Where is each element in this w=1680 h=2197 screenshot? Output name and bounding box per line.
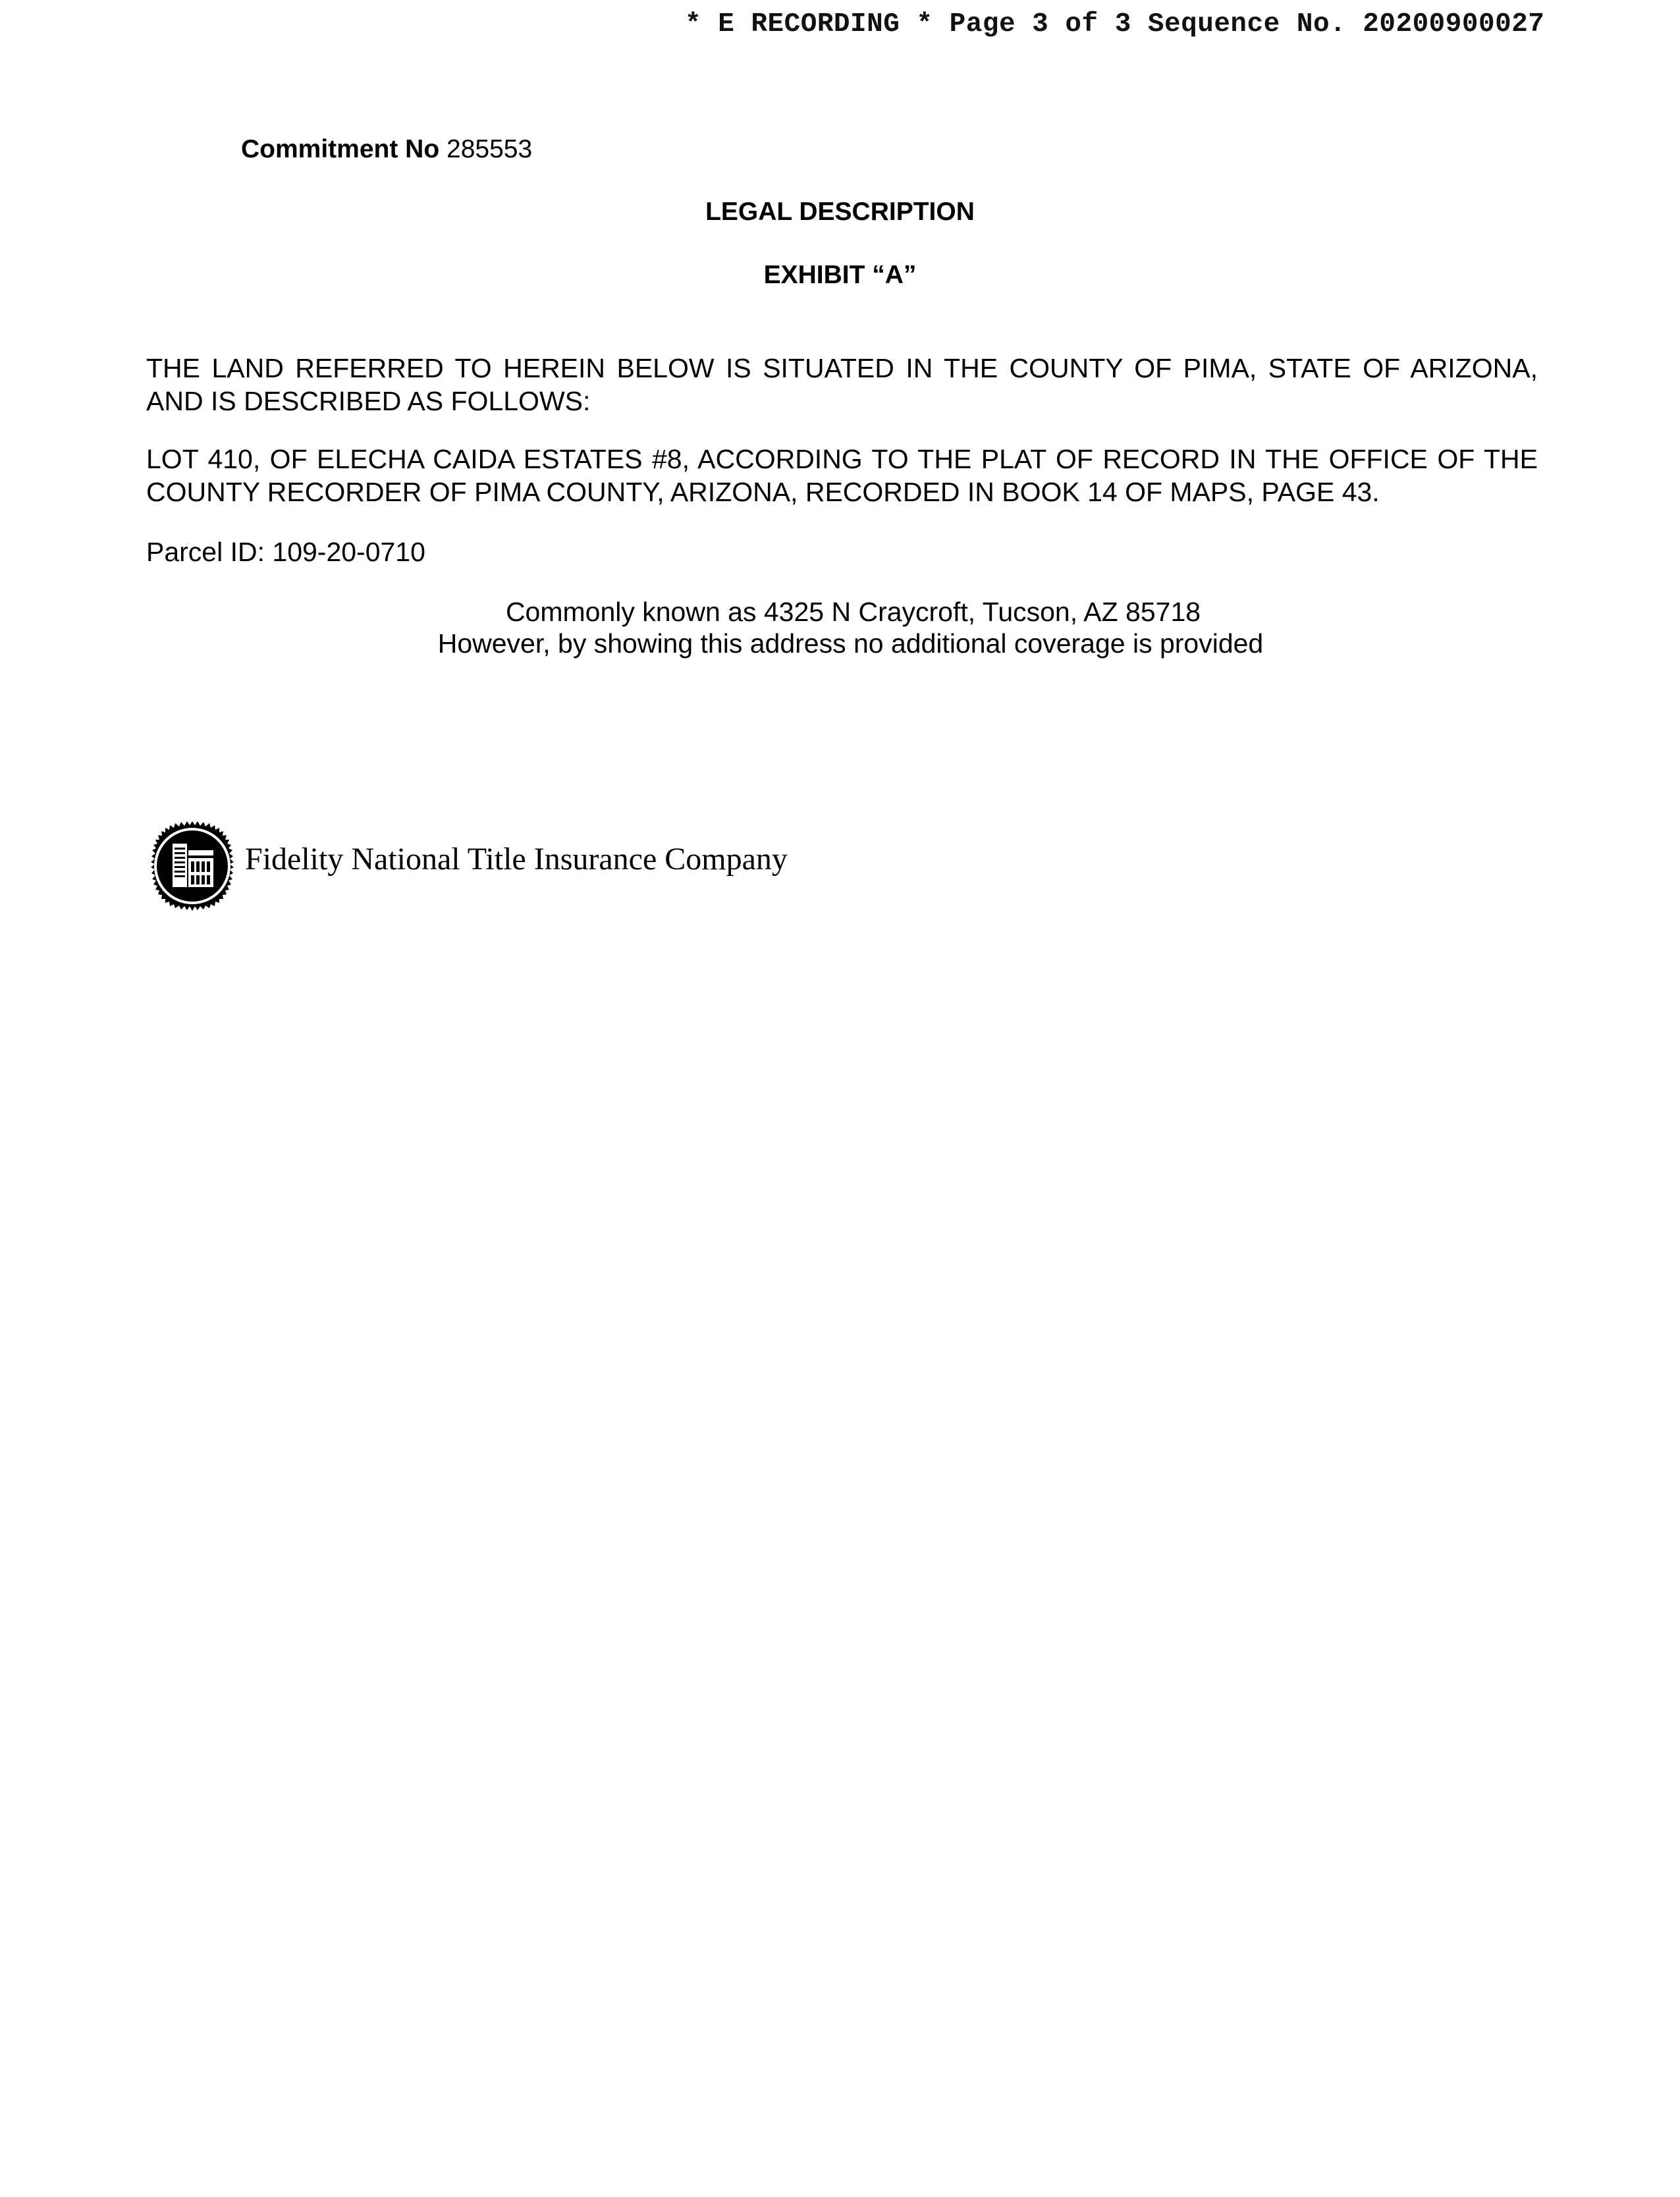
commitment-label: Commitment No bbox=[241, 135, 440, 163]
exhibit-title: EXHIBIT “A” bbox=[763, 261, 917, 289]
address-line: Commonly known as 4325 N Craycroft, Tucson, AZ 85718 bbox=[505, 597, 1201, 627]
land-situated-paragraph: THE LAND REFERRED TO HEREIN BELOW IS SITUATED IN THE COUNTY OF PIMA, STATE OF ARIZONA, AND IS DESCRIBED AS FOLLOWS: bbox=[146, 353, 1538, 416]
parcel-id: Parcel ID: 109-20-0710 bbox=[146, 537, 425, 567]
company-seal-icon bbox=[146, 820, 238, 912]
legal-description-title: LEGAL DESCRIPTION bbox=[705, 198, 975, 226]
coverage-disclaimer: However, by showing this address no additional coverage is provided bbox=[437, 628, 1264, 659]
recording-header: * E RECORDING * Page 3 of 3 Sequence No. 20200900027 bbox=[685, 9, 1545, 40]
commitment-number bbox=[241, 135, 532, 164]
lot-description-paragraph: LOT 410, OF ELECHA CAIDA ESTATES #8, ACCORDING TO THE PLAT OF RECORD IN THE OFFICE OF THE COUNTY RECORDER OF PIMA COUNTY, ARIZONA, RECORDED IN BOOK 14 OF MAPS, PAGE 43. bbox=[146, 444, 1538, 507]
company-name: Fidelity National Title Insurance Company bbox=[245, 842, 788, 877]
commitment-value: 285553 bbox=[447, 135, 533, 163]
